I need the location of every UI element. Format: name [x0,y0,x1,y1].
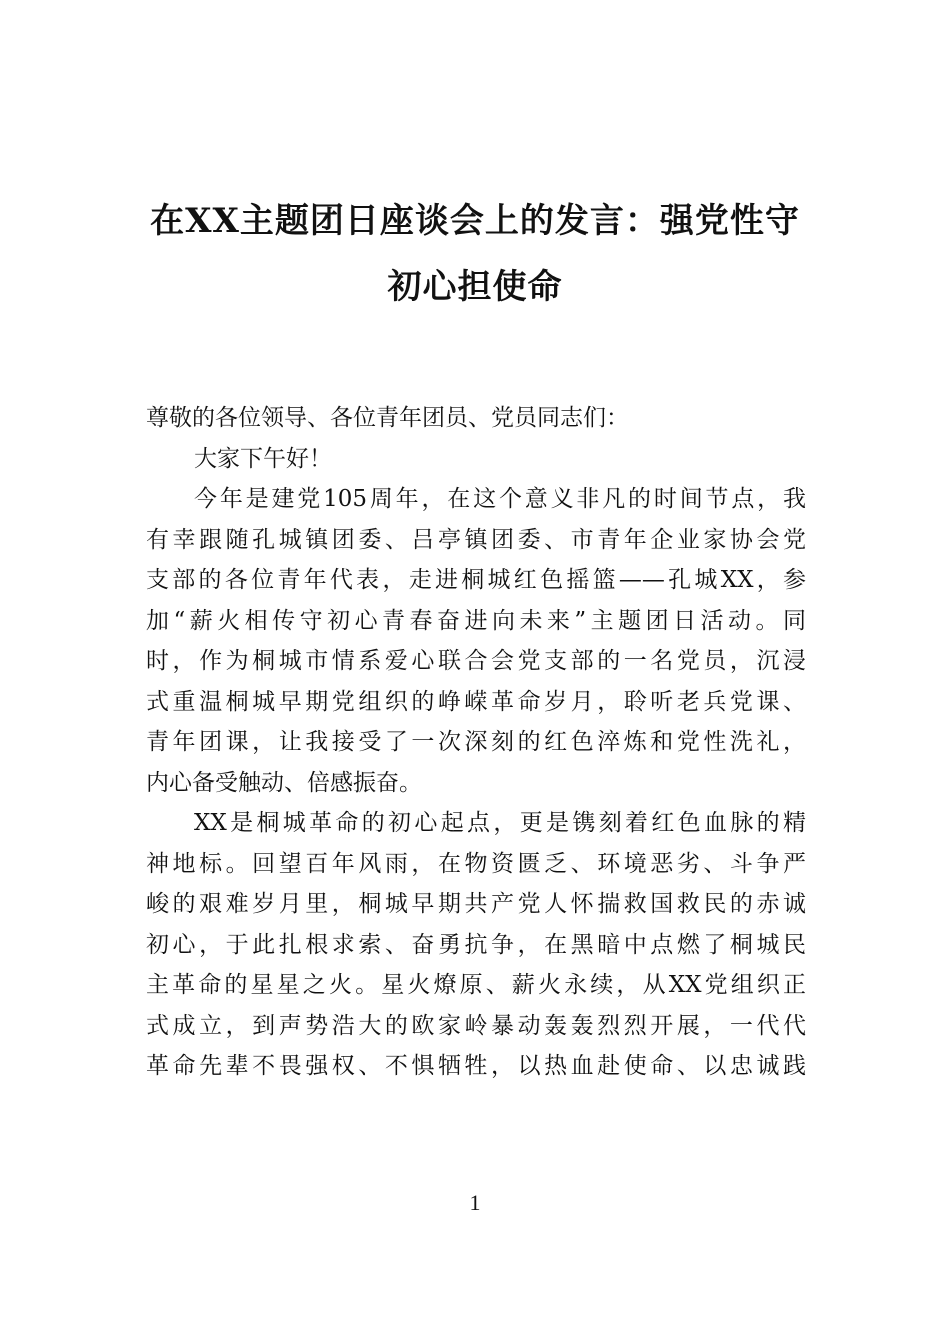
paragraph-line: 神地标。回望百年风雨，在物资匮乏、环境恶劣、斗争严 [146,850,806,877]
paragraph-line: XX是桐城革命的初心起点，更是镌刻着红色血脉的精 [194,810,806,836]
paragraph-line: 革命先辈不畏强权、不惧牺牲，以热血赴使命、以忠诚践 [146,1053,806,1079]
page-number: 1 [469,1190,481,1215]
paragraph-line: 式重温桐城早期党组织的峥嵘革命岁月，聆听老兵党课、 [146,688,806,715]
paragraph-line: 时，作为桐城市情系爱心联合会党支部的一名党员，沉浸 [146,648,806,674]
title-line-2: 初心担使命 [387,267,563,307]
paragraph-line: 青年团课，让我接受了一次深刻的红色淬炼和党性洗礼， [146,729,806,755]
paragraph-1 [146,479,806,803]
paragraph-line: 有幸跟随孔城镇团委、吕亭镇团委、市青年企业家协会党 [146,526,806,553]
document-body [146,398,806,1087]
paragraph-line: 式成立，到声势浩大的欧家岭暴动轰轰烈烈开展，一代代 [146,1012,806,1039]
salutation-line: 大家下午好！ [194,445,332,472]
paragraph-line: 今年是建党105周年，在这个意义非凡的时间节点，我 [194,486,806,512]
greeting-line: 尊敬的各位领导、各位青年团员、党员同志们： [146,405,629,431]
paragraph-line: 内心备受触动、倍感振奋。 [146,769,422,796]
title-line-1: 在XX主题团日座谈会上的发言：强党性守 [150,201,800,241]
paragraph-line: 主革命的星星之火。星火燎原、薪火永续，从XX党组织正 [146,972,806,998]
paragraph-line: 峻的艰难岁月里，桐城早期共产党人怀揣救国救民的赤诚 [146,891,806,917]
document-title [120,188,830,320]
paragraph-line: 初心，于此扎根求索、奋勇抗争，在黑暗中点燃了桐城民 [146,931,806,958]
paragraph-2 [146,803,806,1087]
paragraph-line: 支部的各位青年代表，走进桐城红色摇篮——孔城XX，参 [146,567,806,593]
paragraph-line: 加“薪火相传守初心青春奋进向未来”主题团日活动。同 [146,607,806,634]
